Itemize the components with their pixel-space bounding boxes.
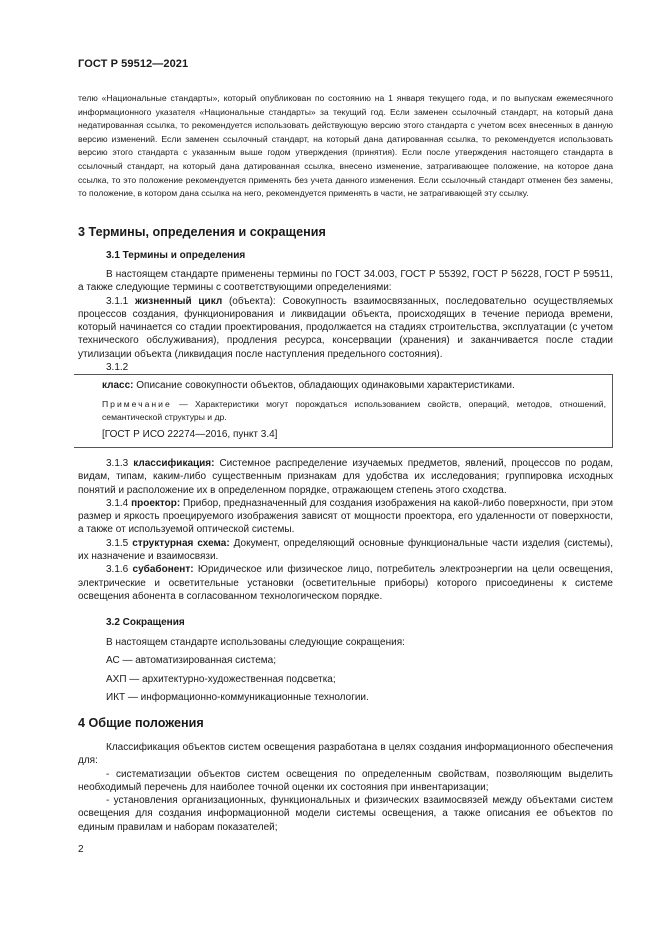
section-3 bbox=[78, 225, 613, 239]
term-source: [ГОСТ Р ИСО 22274—2016, пункт 3.4] bbox=[102, 428, 278, 440]
term-name: класс: bbox=[102, 380, 134, 392]
subsection-3-2-title: 3.2 Сокращения bbox=[106, 617, 185, 628]
term-number: 3.1.4 bbox=[106, 497, 129, 509]
term-number: 3.1.6 bbox=[106, 564, 129, 576]
section-4-intro: Классификация объектов систем освещения разработана в целях создания информационного обеспечения для: bbox=[78, 742, 613, 767]
intro-paragraph: телю «Национальные стандарты», который опубликован по состоянию на 1 января текущего года, и по выпускам ежемесячного информационного указателя «Национальные стандарты» за текущий год. Если заменен ссылочный стандарт, на который дана недатированная ссылка, то рекомендуется использовать действующую версию этого стандарта с учетом всех внесенных в данную версию изменений. Если заменен ссылочный стандарт, на который дана датированная ссылка, то рекомендуется использовать версию этого стандарта с указанным выше годом утверждения (принятия). Если после утверждения настоящего стандарта в ссылочный стандарт, на который дана датированная ссылка, внесено изменение, затрагивающее положение, на которое дана ссылка, то это положение рекомендуется применять без учета данного изменения. Если ссылочный стандарт отменен без замены, то положение, в котором дана ссылка на него, рекомендуется применять в части, не затрагивающей эту ссылку. bbox=[78, 93, 613, 199]
term-definition: Системное распределение изучаемых предметов, явлений, процессов по родам, видам, типам, каким-либо существенным признакам для удобства их исследования; группировка исходных понятий и расположение их в определенном порядке, отражающем степень этого сходства. bbox=[78, 457, 613, 496]
section-4 bbox=[78, 716, 613, 834]
term-definition: Документ, определяющий основные функциональные части изделия (системы), их назначение и взаимосвязи. bbox=[78, 537, 614, 563]
term-3-1-2-number: 3.1.2 bbox=[106, 362, 129, 374]
section-4-title: 4 Общие положения bbox=[78, 716, 204, 730]
term-definition: Прибор, предназначенный для создания изображения на какой-либо поверхности, при этом размер и яркость проецируемого изображения зависят от мощности проектора, его удаленности от поверхности, а также от используемой оптической системы. bbox=[78, 497, 613, 536]
term-name: проектор: bbox=[131, 497, 181, 509]
term-qualifier: (объекта): bbox=[222, 295, 276, 307]
term-number: 3.1.3 bbox=[106, 457, 129, 469]
term-3-1-2 bbox=[102, 379, 606, 392]
note-label: Примечание bbox=[102, 398, 172, 409]
abbr-item: АХП — архитектурно-художественная подсветка; bbox=[106, 673, 336, 685]
term-3-1-6 bbox=[78, 563, 613, 603]
note-text: — Характеристики могут порождаться использованием свойств, операций, методов, отношений, семантической структуры и др. bbox=[102, 398, 606, 422]
page-number: 2 bbox=[78, 844, 84, 855]
term-3-1-4 bbox=[78, 497, 613, 537]
abbr-intro: В настоящем стандарте использованы следующие сокращения: bbox=[106, 637, 405, 648]
list-item: - систематизации объектов систем освещения по определенным свойствам, позволяющим выделить необходимый перечень для наиболее точной оценки их состояния при инвентаризации; bbox=[78, 768, 613, 793]
section-3-2 bbox=[78, 617, 613, 704]
subsection-3-1-title: 3.1 Термины и определения bbox=[106, 250, 246, 261]
document-code: ГОСТ Р 59512—2021 bbox=[78, 58, 189, 70]
section-3-1 bbox=[78, 250, 613, 603]
term-name: жизненный цикл bbox=[135, 295, 223, 307]
term-3-1-2-box bbox=[74, 374, 613, 448]
term-3-1-5 bbox=[78, 537, 613, 564]
list-item: - установления организационных, функциональных и физических взаимосвязей между объектами систем освещения для создания информационной модели системы освещения, а также описания ее объектов по единым правилам и наборам показателей; bbox=[78, 795, 613, 833]
term-3-1-3 bbox=[78, 457, 613, 497]
subsection-3-1-intro: В настоящем стандарте применены термины по ГОСТ 34.003, ГОСТ Р 55392, ГОСТ Р 56228, ГОСТ Р 59511, а также следующие термины с соответствующими определениями: bbox=[78, 269, 613, 294]
term-definition: Совокупность взаимосвязанных, последовательно осуществляемых процессов создания, функционирования и ликвидации объекта, происходящих в течение периода времени, который начинается со стадии проектирования, продолжается на стадиях строительства, эксплуатации (с учетом технического обслуживания), продления ресурса, консервации (хранения) и заканчивается после стадии утилизации объекта (ликвидация после наступления предельного состояния). bbox=[78, 295, 613, 360]
term-note bbox=[102, 398, 606, 424]
abbr-item: АС — автоматизированная система; bbox=[106, 655, 276, 667]
term-3-1-1 bbox=[78, 295, 613, 361]
term-number: 3.1.5 bbox=[106, 537, 129, 549]
section-3-title: 3 Термины, определения и сокращения bbox=[78, 225, 326, 239]
term-definition: Юридическое или физическое лицо, потребитель электроэнергии на цели освещения, электрические и осветительные установки (осветительные приборы) которого присоединены к системе освещения абонента в согласованном технологическом порядке. bbox=[78, 564, 614, 602]
abbr-item: ИКТ — информационно-коммуникационные технологии. bbox=[106, 691, 369, 703]
term-definition: Описание совокупности объектов, обладающих одинаковыми характеристиками. bbox=[133, 380, 515, 392]
term-name: классификация: bbox=[133, 457, 215, 469]
term-number: 3.1.1 bbox=[106, 295, 129, 307]
term-name: структурная схема: bbox=[132, 537, 230, 549]
term-name: субабонент: bbox=[132, 564, 194, 576]
